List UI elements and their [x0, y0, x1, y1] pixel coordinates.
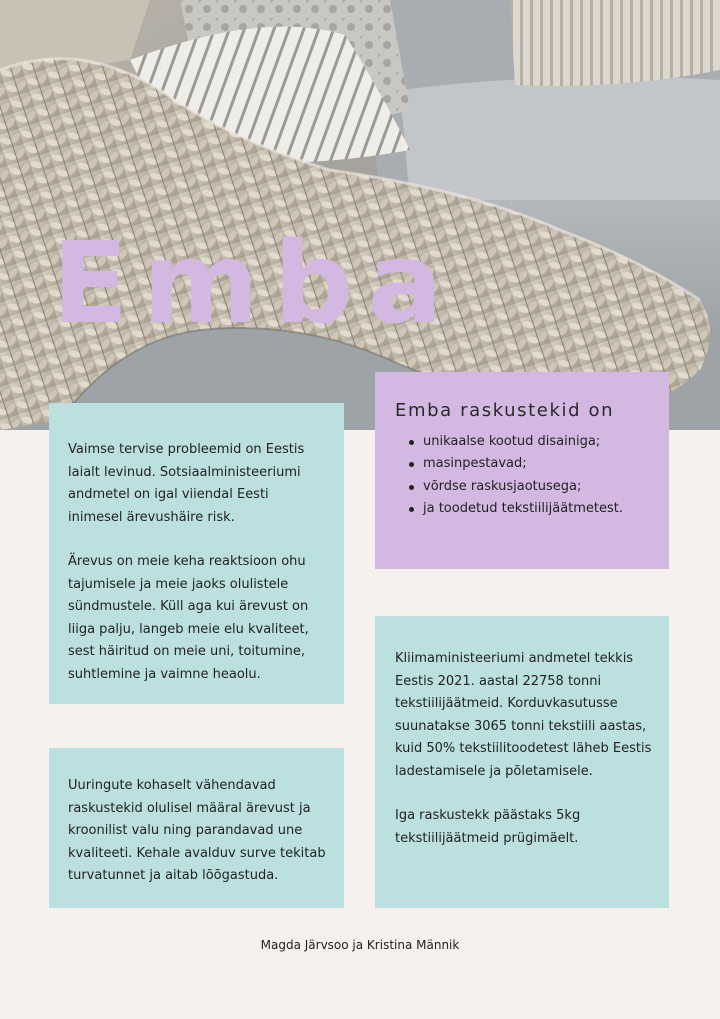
- knit-blanket-sofa-image: [0, 0, 720, 430]
- page-title: Emba: [52, 219, 457, 349]
- waste-paragraph-2: Iga raskustekk päästaks 5kg tekstiilijäätmeid prügimäelt.: [395, 808, 581, 846]
- feature-item: võrdse raskusjaotusega;: [409, 476, 653, 499]
- research-paragraph: Uuringute kohaselt vähendavad raskustekid olulisel määral ärevust ja kroonilist valu ning parandavad une kvaliteeti. Kehale avalduv surve tekitab turvatunnet ja aitab lõõgastuda.: [68, 778, 326, 883]
- feature-item: masinpestavad;: [409, 453, 653, 476]
- textile-waste-card: [375, 616, 669, 908]
- features-list: [395, 431, 653, 521]
- research-info-card: [49, 748, 344, 908]
- anxiety-info-card: [49, 403, 344, 704]
- feature-item: ja toodetud tekstiilijäätmetest.: [409, 498, 653, 521]
- hero-photo: [0, 0, 720, 430]
- anxiety-paragraph-1: Vaimse tervise probleemid on Eestis laialt levinud. Sotsiaalministeeriumi andmetel on igal viiendal Eesti inimesel ärevushäire risk.: [68, 442, 305, 525]
- anxiety-paragraph-2: Ärevus on meie keha reaktsioon ohu tajumisele ja meie jaoks olulistele sündmustele. Küll aga kui ärevust on liiga palju, langeb meie elu kvaliteet, sest häiritud on meie uni, toitumine, suhtlemine ja vaimne heaolu.: [68, 554, 309, 682]
- features-heading: Emba raskustekid on: [395, 400, 615, 421]
- authors-footer: Magda Järvsoo ja Kristina Männik: [260, 938, 460, 952]
- features-card: [375, 372, 669, 569]
- waste-paragraph-1: Kliimaministeeriumi andmetel tekkis Eestis 2021. aastal 22758 tonni tekstiilijäätmeid. Korduvkasutusse suunatakse 3065 tonni tekstiili aastas, kuid 50% tekstiilitoodetest läheb Eestis ladestamisele ja põletamisele.: [395, 651, 652, 779]
- feature-item: unikaalse kootud disainiga;: [409, 431, 653, 454]
